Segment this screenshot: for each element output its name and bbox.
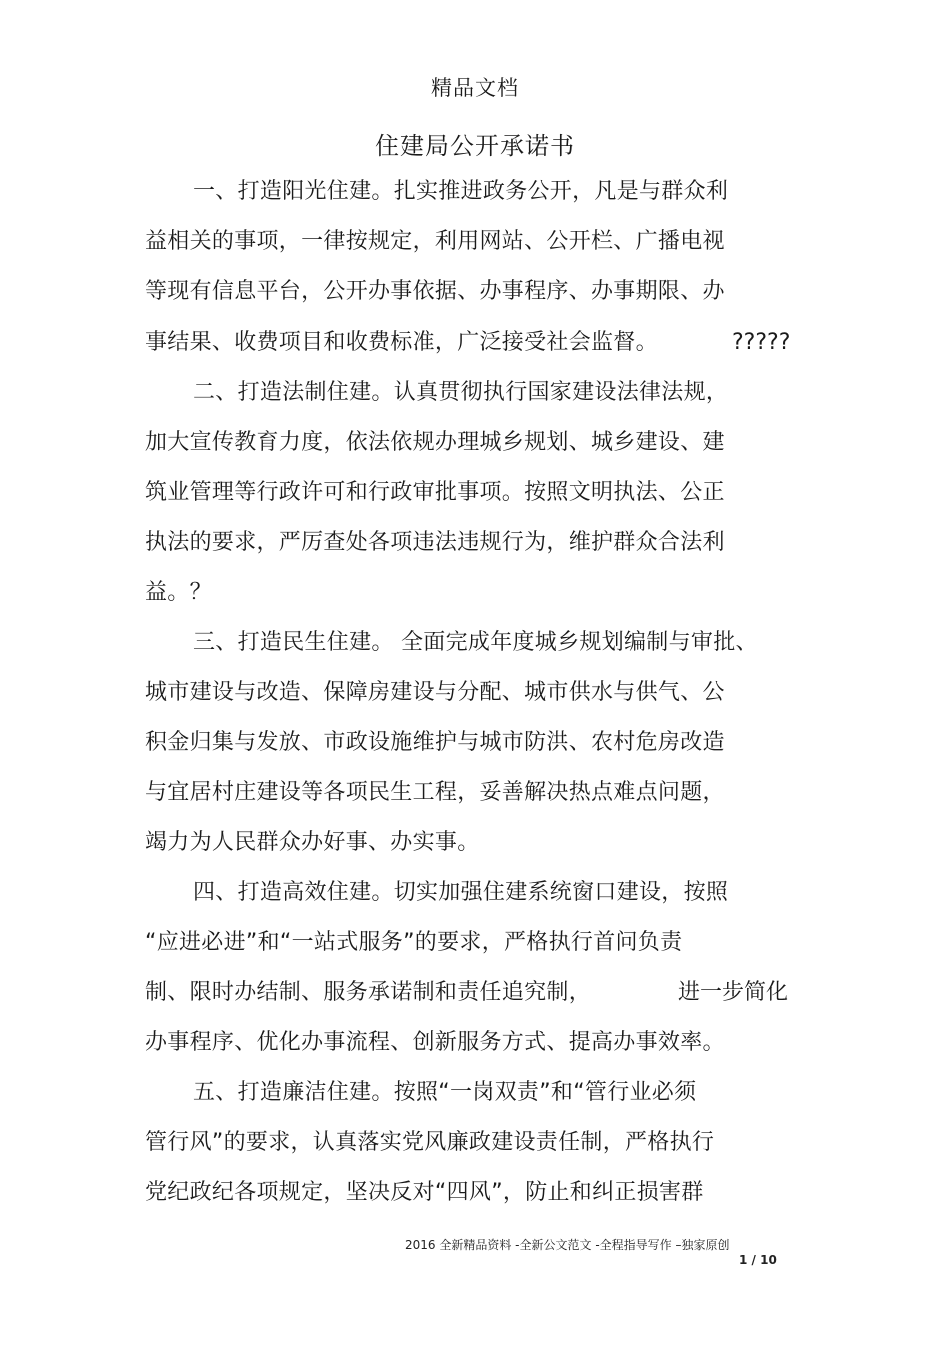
body-line: 制、限时办结制、服务承诺制和责任追究制， [145,980,592,1005]
trailing-marks: ????? [732,330,791,355]
body-line: 执法的要求，严厉查处各项违法违规行为，维护群众合法利 [145,530,725,555]
body-line: 城市建设与改造、保障房建设与分配、城市供水与供气、公 [145,680,725,705]
body-line: 五、打造廉洁住建。按照“一岗双责”和“管行业必须 [193,1080,697,1105]
body-line: 四、打造高效住建。切实加强住建系统窗口建设，按照 [193,880,729,905]
body-line: 办事程序、优化办事流程、创新服务方式、提高办事效率。 [145,1030,725,1055]
body-line: “应进必进”和“一站式服务”的要求，严格执行首问负责 [145,930,683,955]
document-title: 住建局公开承诺书 [375,132,575,160]
trailing-phrase: 进一步简化 [678,980,789,1005]
body-line: 等现有信息平台，公开办事依据、办事程序、办事期限、办 [145,279,725,304]
body-line: 益。？ [145,580,212,605]
body-line: 三、打造民生住建。 全面完成年度城乡规划编制与审批、 [193,630,758,655]
body-line: 与宜居村庄建设等各项民生工程，妥善解决热点难点问题， [145,780,725,805]
page-footer: 2016 全新精品资料 -全新公文范文 -全程指导写作 –独家原创 [405,1238,730,1252]
body-line: 管行风”的要求，认真落实党风廉政建设责任制，严格执行 [145,1130,715,1155]
body-line: 二、打造法制住建。认真贯彻执行国家建设法律法规， [193,380,729,405]
body-line: 益相关的事项，一律按规定，利用网站、公开栏、广播电视 [145,229,725,254]
page-header: 精品文档 [431,76,519,100]
body-line: 事结果、收费项目和收费标准，广泛接受社会监督。 [145,330,658,355]
body-line: 加大宣传教育力度，依法依规办理城乡规划、城乡建设、建 [145,430,725,455]
body-line: 积金归集与发放、市政设施维护与城市防洪、农村危房改造 [145,730,725,755]
body-line: 党纪政纪各项规定，坚决反对“四风”，防止和纠正损害群 [145,1180,704,1205]
body-line: 筑业管理等行政许可和行政审批事项。按照文明执法、公正 [145,480,725,505]
page-indicator: 1 / 10 [739,1253,777,1267]
body-line: 竭力为人民群众办好事、办实事。 [145,830,480,855]
body-line: 一、打造阳光住建。扎实推进政务公开，凡是与群众利 [193,179,729,204]
